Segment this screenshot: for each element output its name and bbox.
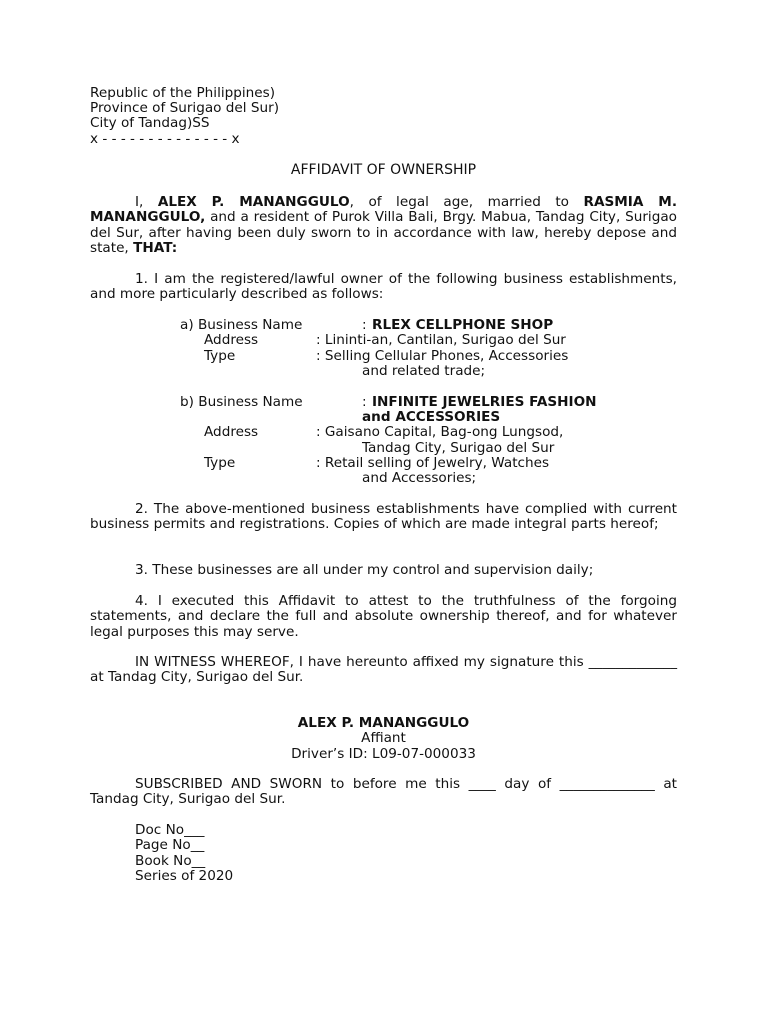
jurat-text: SUBSCRIBED AND SWORN to before me this ____ day of ______________ at Tandag City, Surigao del Sur. <box>90 776 677 808</box>
document-title: AFFIDAVIT OF OWNERSHIP <box>290 162 477 178</box>
business-a-type-line-2: and related trade; <box>362 363 486 379</box>
notarial-series: Series of 2020 <box>135 868 234 884</box>
item-2-paragraph <box>90 502 677 533</box>
business-b-name-line-1: INFINITE JEWELRIES FASHION <box>372 394 597 410</box>
header-separator: x - - - - - - - - - - - - - - x <box>90 131 240 147</box>
business-b-address-line-2: Tandag City, Surigao del Sur <box>362 440 555 456</box>
business-b-address-line-1: : Gaisano Capital, Bag-ong Lungsod, <box>316 424 564 440</box>
business-a-type-line-1: : Selling Cellular Phones, Accessories <box>316 348 569 364</box>
business-b-type-line-1: : Retail selling of Jewelry, Watches <box>316 455 550 471</box>
witness-text: IN WITNESS WHEREOF, I have hereunto affixed my signature this _____________ at Tandag City, Surigao del Sur. <box>90 654 677 686</box>
intro-text-3: and a resident of Purok Villa Bali, Brgy. Mabua, Tandag City, Surigao del Sur, after having been duly sworn to in accordance with law, hereby depose and state, <box>90 209 677 256</box>
item-3-text: 3. These businesses are all under my control and supervision daily; <box>135 562 594 578</box>
business-b-address-label: Address <box>204 424 259 440</box>
notarial-book-no: Book No__ <box>135 853 206 869</box>
intro-that: THAT: <box>133 239 178 256</box>
intro-spouse-name: RASMIA M. MANANGGULO, <box>90 194 677 226</box>
item-3-paragraph <box>90 563 677 578</box>
jurat-paragraph <box>90 777 677 808</box>
business-b-colon: : <box>362 394 367 410</box>
item-1-text: 1. I am the registered/lawful owner of the following business establishments, and more particularly described as follows: <box>90 271 677 303</box>
signature-role: Affiant <box>361 730 406 746</box>
header-province: Province of Surigao del Sur) <box>90 100 280 116</box>
header-city: City of Tandag)SS <box>90 115 210 131</box>
business-b-type-line-2: and Accessories; <box>362 470 477 486</box>
business-a-name-label: a) Business Name <box>180 317 303 333</box>
business-a-address: : Lininti-an, Cantilan, Surigao del Sur <box>316 332 566 348</box>
signature-id: Driver’s ID: L09-07-000033 <box>291 746 476 762</box>
signature-name: ALEX P. MANANGGULO <box>297 715 470 731</box>
item-2-text: 2. The above-mentioned business establishments have complied with current business permits and registrations. Copies of which are made integral parts hereof; <box>90 501 677 533</box>
header-republic: Republic of the Philippines) <box>90 85 276 101</box>
business-a-colon: : <box>362 317 367 333</box>
intro-text-2: , of legal age, married to <box>349 194 584 210</box>
item-1-paragraph <box>90 272 677 303</box>
intro-paragraph <box>90 195 677 256</box>
notarial-page-no: Page No__ <box>135 837 205 853</box>
business-b-name-label: b) Business Name <box>180 394 303 410</box>
item-4-text: 4. I executed this Affidavit to attest to the truthfulness of the forgoing statements, and declare the full and absolute ownership thereof, and for whatever legal purposes this may serve. <box>90 593 677 640</box>
intro-text-1: I, <box>135 194 158 210</box>
notarial-doc-no: Doc No___ <box>135 822 205 838</box>
item-4-paragraph <box>90 594 677 640</box>
witness-paragraph <box>90 655 677 686</box>
business-b-type-label: Type <box>204 455 236 471</box>
business-a-name: RLEX CELLPHONE SHOP <box>372 317 554 333</box>
business-a-address-label: Address <box>204 332 259 348</box>
intro-affiant-name: ALEX P. MANANGGULO <box>157 194 350 210</box>
business-b-name-line-2: and ACCESSORIES <box>362 409 501 425</box>
business-a-type-label: Type <box>204 348 236 364</box>
